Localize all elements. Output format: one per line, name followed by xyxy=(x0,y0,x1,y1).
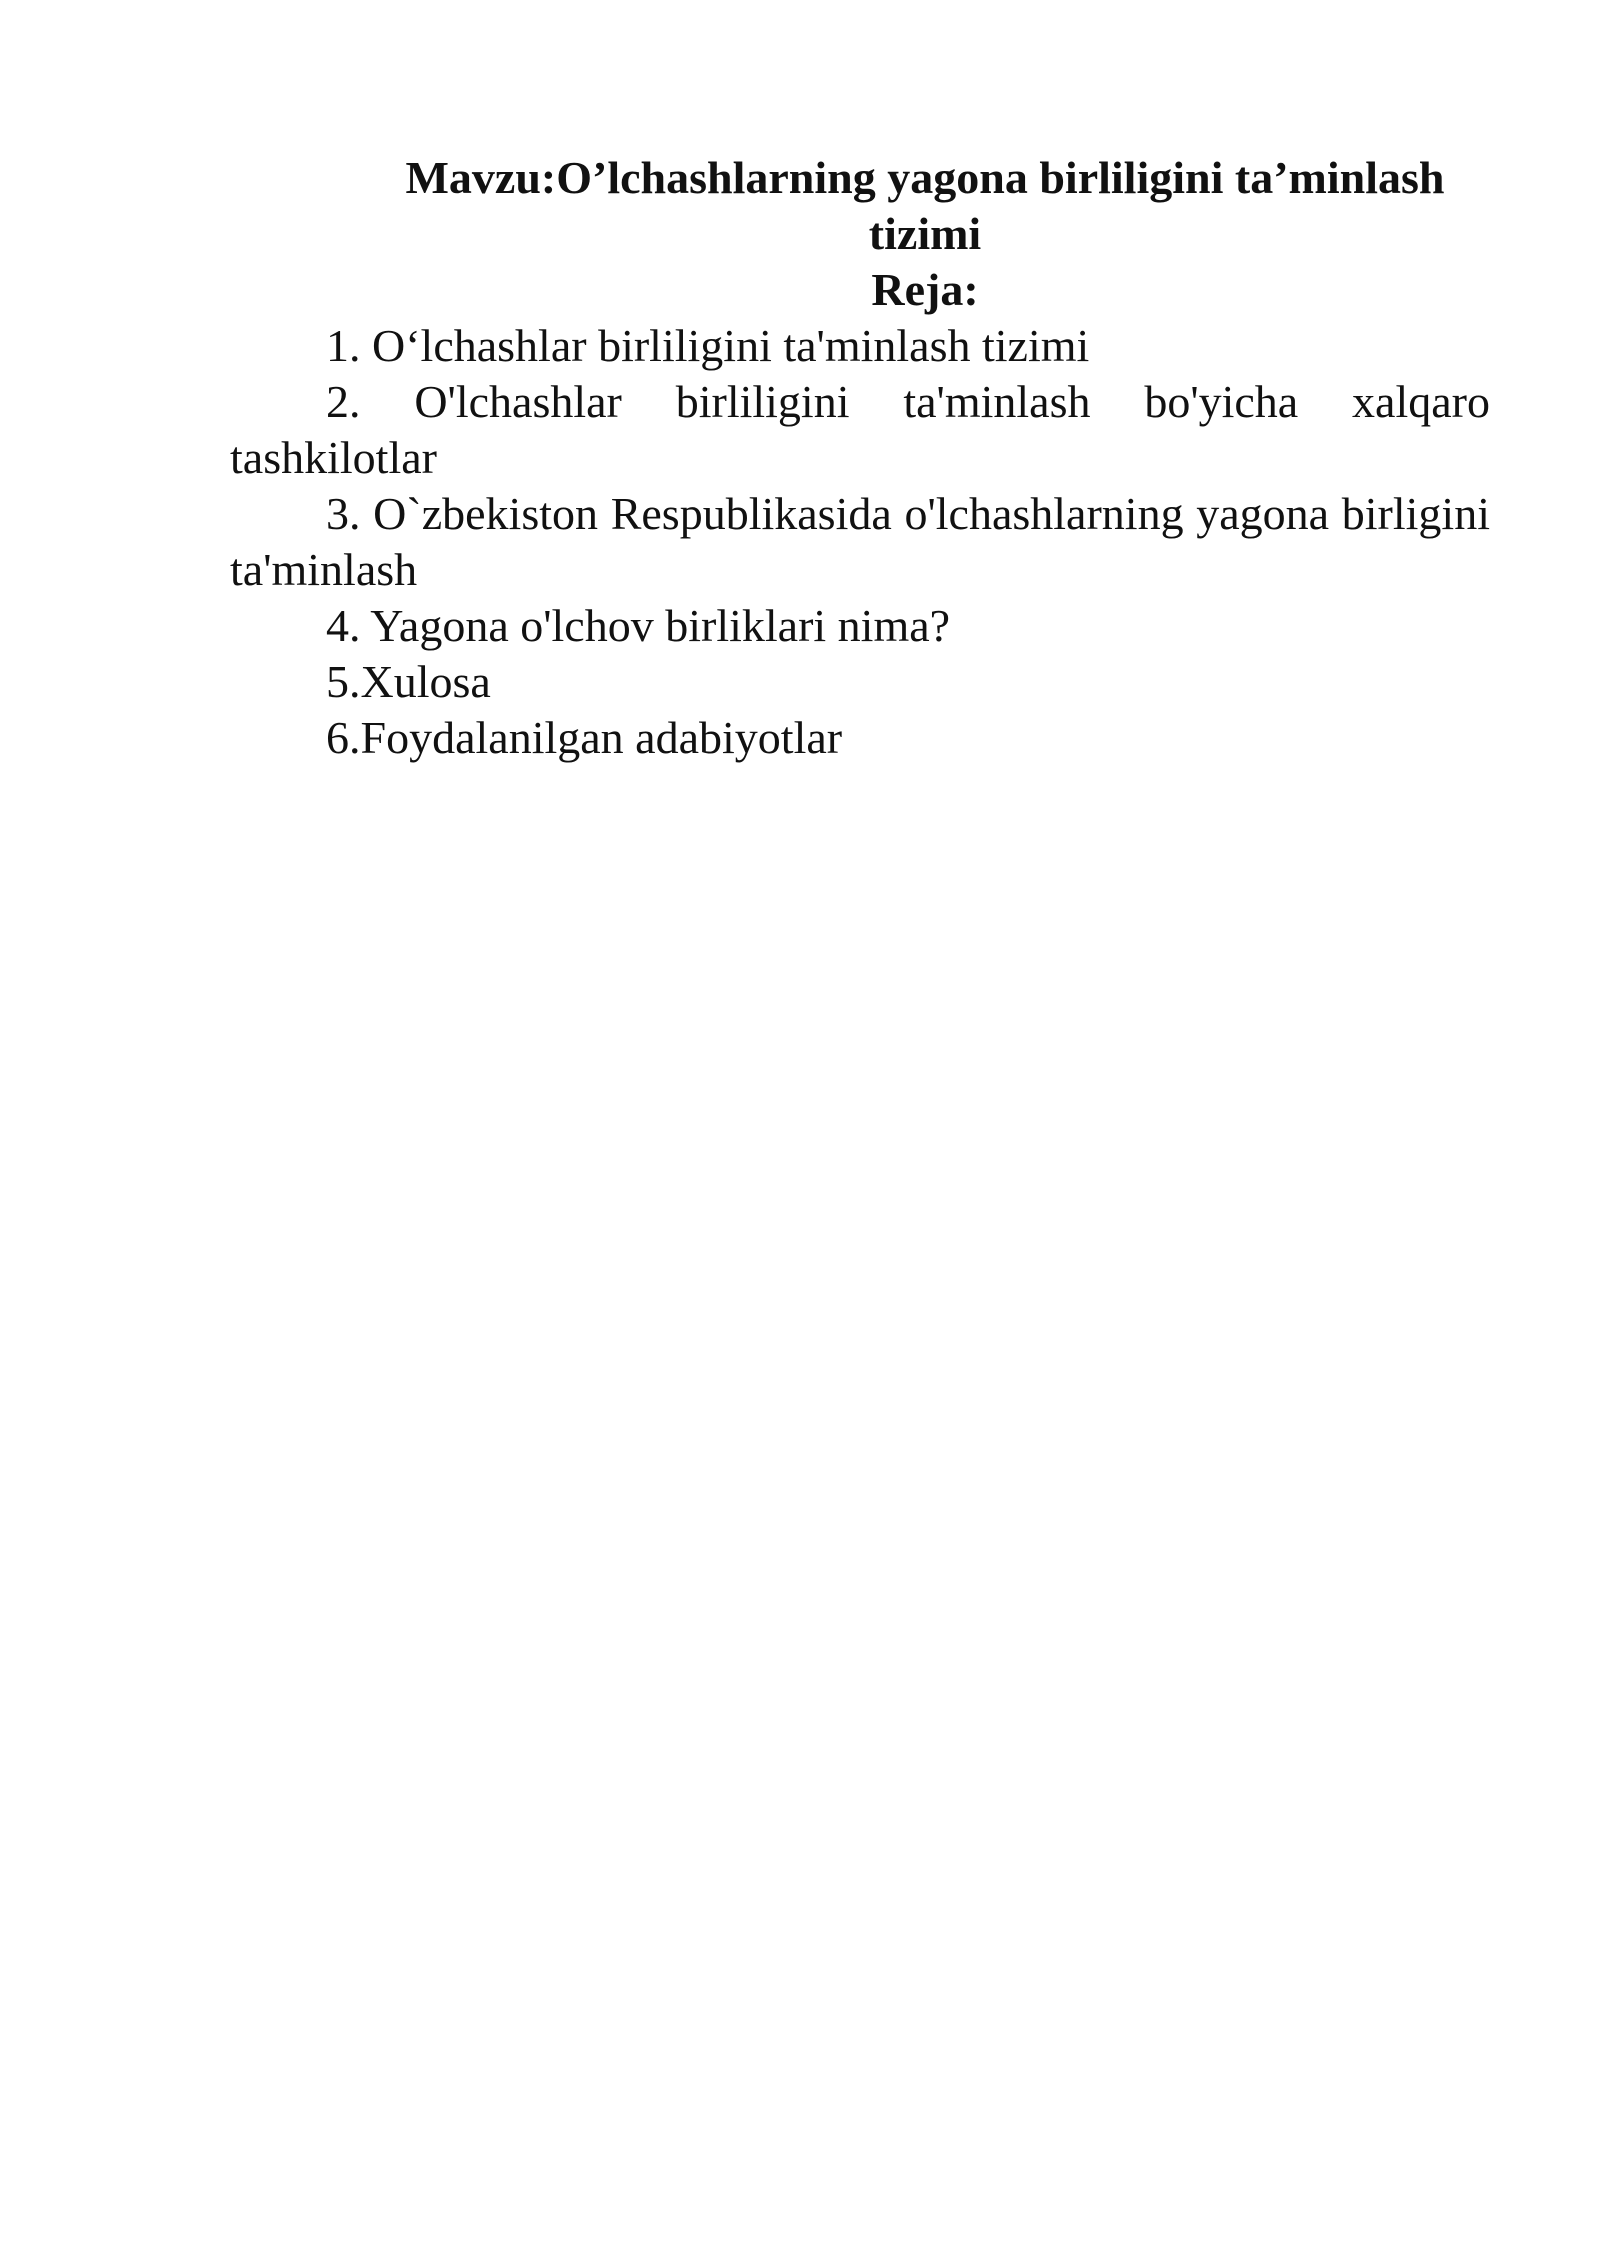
plan-item-6: 6.Foydalanilgan adabiyotlar xyxy=(326,712,843,763)
document-content xyxy=(230,150,1490,766)
plan-item-5: 5.Xulosa xyxy=(326,656,491,707)
plan-list xyxy=(230,318,1490,766)
plan-heading: Reja: xyxy=(871,264,979,315)
plan-item-2: 2. O'lchashlar birliligini ta'minlash bo'yicha xalqaro tashkilotlar xyxy=(230,376,1490,483)
plan-item-4: 4. Yagona o'lchov birliklari nima? xyxy=(326,600,951,651)
document-title: Mavzu:O’lchashlarning yagona birliligini ta’minlash tizimi xyxy=(405,152,1445,259)
plan-item-1: 1. O‘lchashlar birliligini ta'minlash tizimi xyxy=(326,320,1090,371)
plan-item-3: 3. O`zbekiston Respublikasida o'lchashlarning yagona birligini ta'minlash xyxy=(230,488,1490,595)
